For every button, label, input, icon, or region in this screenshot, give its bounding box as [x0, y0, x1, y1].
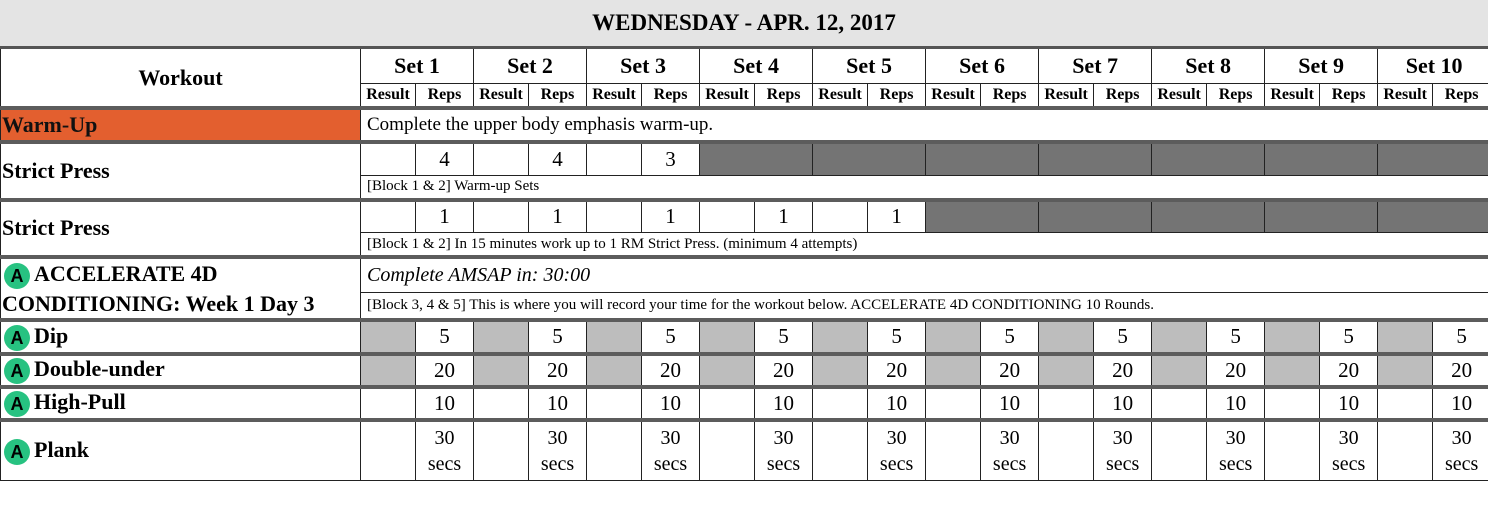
- dip-set-2-reps: 5: [529, 320, 587, 354]
- strict-press-max-set-8-disabled: [1152, 200, 1265, 233]
- set-7-result-header: Result: [1039, 84, 1094, 109]
- plank-reps-amount: 30: [773, 427, 794, 450]
- plank-reps-unit: secs: [992, 453, 1027, 476]
- set-4-header: Set 4: [700, 48, 813, 84]
- plank-reps-unit: secs: [540, 453, 575, 476]
- set-3-header: Set 3: [587, 48, 700, 84]
- set-10-header: Set 10: [1378, 48, 1488, 84]
- strict-press-warmup-label: Strict Press: [1, 142, 361, 200]
- block-a-badge-icon: A: [4, 358, 30, 384]
- plank-reps-unit: secs: [1105, 453, 1140, 476]
- strict-press-max-set-7-disabled: [1039, 200, 1152, 233]
- block-a-badge-icon: A: [4, 325, 30, 351]
- high-pull-label: [1, 387, 361, 420]
- dip-set-7-reps: 5: [1094, 320, 1152, 354]
- plank-set-6-reps: [981, 420, 1039, 481]
- plank-set-5-result[interactable]: [813, 420, 868, 481]
- plank-set-1-reps: [416, 420, 474, 481]
- strict-press-max-note: [Block 1 & 2] In 15 minutes work up to 1 RM Strict Press. (minimum 4 attempts): [361, 233, 1488, 258]
- high-pull-set-2-result[interactable]: [474, 387, 529, 420]
- set-10-result-header: Result: [1378, 84, 1433, 109]
- double-under-set-1-reps: 20: [416, 354, 474, 387]
- set-3-result-header: Result: [587, 84, 642, 109]
- plank-reps-amount: 30: [1225, 427, 1246, 450]
- plank-reps-value: [416, 425, 473, 477]
- set-8-result-header: Result: [1152, 84, 1207, 109]
- strict-press-warmup-set-5-disabled: [813, 142, 926, 175]
- plank-set-10-reps: [1433, 420, 1488, 481]
- double-under-set-6-result[interactable]: [926, 354, 981, 387]
- high-pull-set-9-reps: 10: [1320, 387, 1378, 420]
- plank-reps-value: [1207, 425, 1264, 477]
- double-under-set-4-reps: 20: [755, 354, 813, 387]
- plank-set-2-result[interactable]: [474, 420, 529, 481]
- strict-press-max-set-4-reps: 1: [755, 200, 813, 233]
- double-under-set-5-reps: 20: [868, 354, 926, 387]
- conditioning-note: [Block 3, 4 & 5] This is where you will record your time for the workout below. ACCELERATE 4D CONDITIONING 10 Rounds.: [361, 293, 1488, 320]
- plank-reps-unit: secs: [427, 453, 462, 476]
- conditioning-label: [1, 257, 361, 320]
- plank-reps-value: [529, 425, 586, 477]
- dip-set-1-reps: 5: [416, 320, 474, 354]
- set-3-reps-header: Reps: [642, 84, 700, 109]
- plank-set-5-reps: [868, 420, 926, 481]
- plank-set-7-result[interactable]: [1039, 420, 1094, 481]
- block-a-badge-icon: A: [4, 391, 30, 417]
- plank-reps-unit: secs: [653, 453, 688, 476]
- double-under-set-7-reps: 20: [1094, 354, 1152, 387]
- high-pull-set-5-reps: 10: [868, 387, 926, 420]
- double-under-set-8-reps: 20: [1207, 354, 1265, 387]
- strict-press-warmup-set-2-result[interactable]: [474, 142, 529, 175]
- plank-reps-value: [1320, 425, 1377, 477]
- set-7-reps-header: Reps: [1094, 84, 1152, 109]
- set-2-header: Set 2: [474, 48, 587, 84]
- dip-set-5-result[interactable]: [813, 320, 868, 354]
- plank-set-7-reps: [1094, 420, 1152, 481]
- plank-set-9-reps: [1320, 420, 1378, 481]
- dip-set-4-result[interactable]: [700, 320, 755, 354]
- double-under-set-5-result[interactable]: [813, 354, 868, 387]
- set-1-reps-header: Reps: [416, 84, 474, 109]
- plank-reps-unit: secs: [879, 453, 914, 476]
- strict-press-max-set-3-reps: 1: [642, 200, 700, 233]
- set-5-result-header: Result: [813, 84, 868, 109]
- strict-press-max-set-2-reps: 1: [529, 200, 587, 233]
- double-under-label: [1, 354, 361, 387]
- set-9-reps-header: Reps: [1320, 84, 1378, 109]
- plank-set-6-result[interactable]: [926, 420, 981, 481]
- strict-press-warmup-set-7-disabled: [1039, 142, 1152, 175]
- plank-reps-value: [1433, 425, 1488, 477]
- strict-press-warmup-set-8-disabled: [1152, 142, 1265, 175]
- high-pull-set-1-result[interactable]: [361, 387, 416, 420]
- strict-press-warmup-set-10-disabled: [1378, 142, 1488, 175]
- set-6-result-header: Result: [926, 84, 981, 109]
- plank-set-4-result[interactable]: [700, 420, 755, 481]
- plank-set-8-reps: [1207, 420, 1265, 481]
- high-pull-set-3-reps: 10: [642, 387, 700, 420]
- strict-press-max-set-9-disabled: [1265, 200, 1378, 233]
- strict-press-max-set-10-disabled: [1378, 200, 1488, 233]
- plank-reps-value: [755, 425, 812, 477]
- plank-reps-unit: secs: [766, 453, 801, 476]
- strict-press-max-set-5-result[interactable]: [813, 200, 868, 233]
- high-pull-set-6-reps: 10: [981, 387, 1039, 420]
- warm-up-label: Warm-Up: [1, 108, 361, 142]
- dip-label: [1, 320, 361, 354]
- high-pull-set-10-result[interactable]: [1378, 387, 1433, 420]
- high-pull-set-5-result[interactable]: [813, 387, 868, 420]
- block-a-badge-icon: A: [4, 263, 30, 289]
- dip-set-3-result[interactable]: [587, 320, 642, 354]
- high-pull-set-7-reps: 10: [1094, 387, 1152, 420]
- plank-reps-amount: 30: [1451, 427, 1472, 450]
- double-under-set-3-result[interactable]: [587, 354, 642, 387]
- plank-set-8-result[interactable]: [1152, 420, 1207, 481]
- plank-reps-amount: 30: [999, 427, 1020, 450]
- strict-press-warmup-note: [Block 1 & 2] Warm-up Sets: [361, 175, 1488, 200]
- double-under-set-2-result[interactable]: [474, 354, 529, 387]
- double-under-set-10-result[interactable]: [1378, 354, 1433, 387]
- workout-table: [0, 46, 1488, 481]
- dip-set-8-reps: 5: [1207, 320, 1265, 354]
- plank-set-4-reps: [755, 420, 813, 481]
- strict-press-warmup-set-9-disabled: [1265, 142, 1378, 175]
- double-under-set-6-reps: 20: [981, 354, 1039, 387]
- set-4-result-header: Result: [700, 84, 755, 109]
- page-title: WEDNESDAY - APR. 12, 2017: [0, 0, 1488, 46]
- high-pull-set-10-reps: 10: [1433, 387, 1488, 420]
- strict-press-warmup-set-3-reps: 3: [642, 142, 700, 175]
- plank-reps-unit: secs: [1331, 453, 1366, 476]
- strict-press-max-set-5-reps: 1: [868, 200, 926, 233]
- strict-press-warmup-set-3-result[interactable]: [587, 142, 642, 175]
- warm-up-note: Complete the upper body emphasis warm-up.: [361, 108, 1488, 142]
- high-pull-set-7-result[interactable]: [1039, 387, 1094, 420]
- strict-press-warmup-set-4-disabled: [700, 142, 813, 175]
- plank-label: [1, 420, 361, 481]
- conditioning-instruction: Complete AMSAP in: 30:00: [361, 257, 1488, 293]
- double-under-set-9-reps: 20: [1320, 354, 1378, 387]
- dip-set-1-result[interactable]: [361, 320, 416, 354]
- high-pull-set-8-reps: 10: [1207, 387, 1265, 420]
- high-pull-set-4-reps: 10: [755, 387, 813, 420]
- set-6-reps-header: Reps: [981, 84, 1039, 109]
- strict-press-warmup-set-1-reps: 4: [416, 142, 474, 175]
- set-1-result-header: Result: [361, 84, 416, 109]
- set-7-header: Set 7: [1039, 48, 1152, 84]
- high-pull-name: High-Pull: [34, 389, 126, 415]
- plank-reps-amount: 30: [434, 427, 455, 450]
- plank-reps-amount: 30: [1112, 427, 1133, 450]
- dip-set-7-result[interactable]: [1039, 320, 1094, 354]
- high-pull-set-4-result[interactable]: [700, 387, 755, 420]
- dip-set-9-reps: 5: [1320, 320, 1378, 354]
- set-10-reps-header: Reps: [1433, 84, 1488, 109]
- plank-reps-value: [1094, 425, 1151, 477]
- dip-set-6-reps: 5: [981, 320, 1039, 354]
- plank-reps-amount: 30: [886, 427, 907, 450]
- set-2-result-header: Result: [474, 84, 529, 109]
- high-pull-set-9-result[interactable]: [1265, 387, 1320, 420]
- dip-set-8-result[interactable]: [1152, 320, 1207, 354]
- strict-press-max-label: Strict Press: [1, 200, 361, 258]
- conditioning-title-line2: CONDITIONING: Week 1 Day 3: [2, 290, 315, 316]
- plank-set-2-reps: [529, 420, 587, 481]
- dip-name: Dip: [34, 322, 69, 348]
- strict-press-max-set-1-reps: 1: [416, 200, 474, 233]
- high-pull-set-6-result[interactable]: [926, 387, 981, 420]
- double-under-set-8-result[interactable]: [1152, 354, 1207, 387]
- strict-press-warmup-set-1-result[interactable]: [361, 142, 416, 175]
- double-under-set-4-result[interactable]: [700, 354, 755, 387]
- strict-press-max-set-6-disabled: [926, 200, 1039, 233]
- dip-set-9-result[interactable]: [1265, 320, 1320, 354]
- plank-set-10-result[interactable]: [1378, 420, 1433, 481]
- double-under-set-2-reps: 20: [529, 354, 587, 387]
- plank-reps-amount: 30: [547, 427, 568, 450]
- double-under-name: Double-under: [34, 356, 165, 382]
- plank-set-9-result[interactable]: [1265, 420, 1320, 481]
- conditioning-title-line1: ACCELERATE 4D: [34, 261, 218, 286]
- set-9-result-header: Result: [1265, 84, 1320, 109]
- plank-reps-value: [642, 425, 699, 477]
- set-4-reps-header: Reps: [755, 84, 813, 109]
- double-under-set-7-result[interactable]: [1039, 354, 1094, 387]
- set-1-header: Set 1: [361, 48, 474, 84]
- plank-reps-amount: 30: [1338, 427, 1359, 450]
- plank-reps-value: [981, 425, 1038, 477]
- plank-set-3-result[interactable]: [587, 420, 642, 481]
- plank-reps-unit: secs: [1218, 453, 1253, 476]
- set-9-header: Set 9: [1265, 48, 1378, 84]
- plank-set-1-result[interactable]: [361, 420, 416, 481]
- plank-reps-unit: secs: [1444, 453, 1479, 476]
- high-pull-set-3-result[interactable]: [587, 387, 642, 420]
- strict-press-max-set-3-result[interactable]: [587, 200, 642, 233]
- strict-press-max-set-1-result[interactable]: [361, 200, 416, 233]
- strict-press-max-set-4-result[interactable]: [700, 200, 755, 233]
- high-pull-set-1-reps: 10: [416, 387, 474, 420]
- high-pull-set-2-reps: 10: [529, 387, 587, 420]
- set-5-reps-header: Reps: [868, 84, 926, 109]
- block-a-badge-icon: A: [4, 439, 30, 465]
- plank-reps-amount: 30: [660, 427, 681, 450]
- plank-name: Plank: [34, 437, 90, 463]
- strict-press-max-set-2-result[interactable]: [474, 200, 529, 233]
- dip-set-10-reps: 5: [1433, 320, 1488, 354]
- double-under-set-1-result[interactable]: [361, 354, 416, 387]
- dip-set-2-result[interactable]: [474, 320, 529, 354]
- dip-set-3-reps: 5: [642, 320, 700, 354]
- set-5-header: Set 5: [813, 48, 926, 84]
- dip-set-4-reps: 5: [755, 320, 813, 354]
- set-2-reps-header: Reps: [529, 84, 587, 109]
- double-under-set-10-reps: 20: [1433, 354, 1488, 387]
- strict-press-warmup-set-2-reps: 4: [529, 142, 587, 175]
- double-under-set-3-reps: 20: [642, 354, 700, 387]
- set-8-header: Set 8: [1152, 48, 1265, 84]
- workout-column-header: Workout: [1, 48, 361, 109]
- dip-set-5-reps: 5: [868, 320, 926, 354]
- set-6-header: Set 6: [926, 48, 1039, 84]
- set-8-reps-header: Reps: [1207, 84, 1265, 109]
- high-pull-set-8-result[interactable]: [1152, 387, 1207, 420]
- dip-set-10-result[interactable]: [1378, 320, 1433, 354]
- strict-press-warmup-set-6-disabled: [926, 142, 1039, 175]
- plank-set-3-reps: [642, 420, 700, 481]
- plank-reps-value: [868, 425, 925, 477]
- double-under-set-9-result[interactable]: [1265, 354, 1320, 387]
- dip-set-6-result[interactable]: [926, 320, 981, 354]
